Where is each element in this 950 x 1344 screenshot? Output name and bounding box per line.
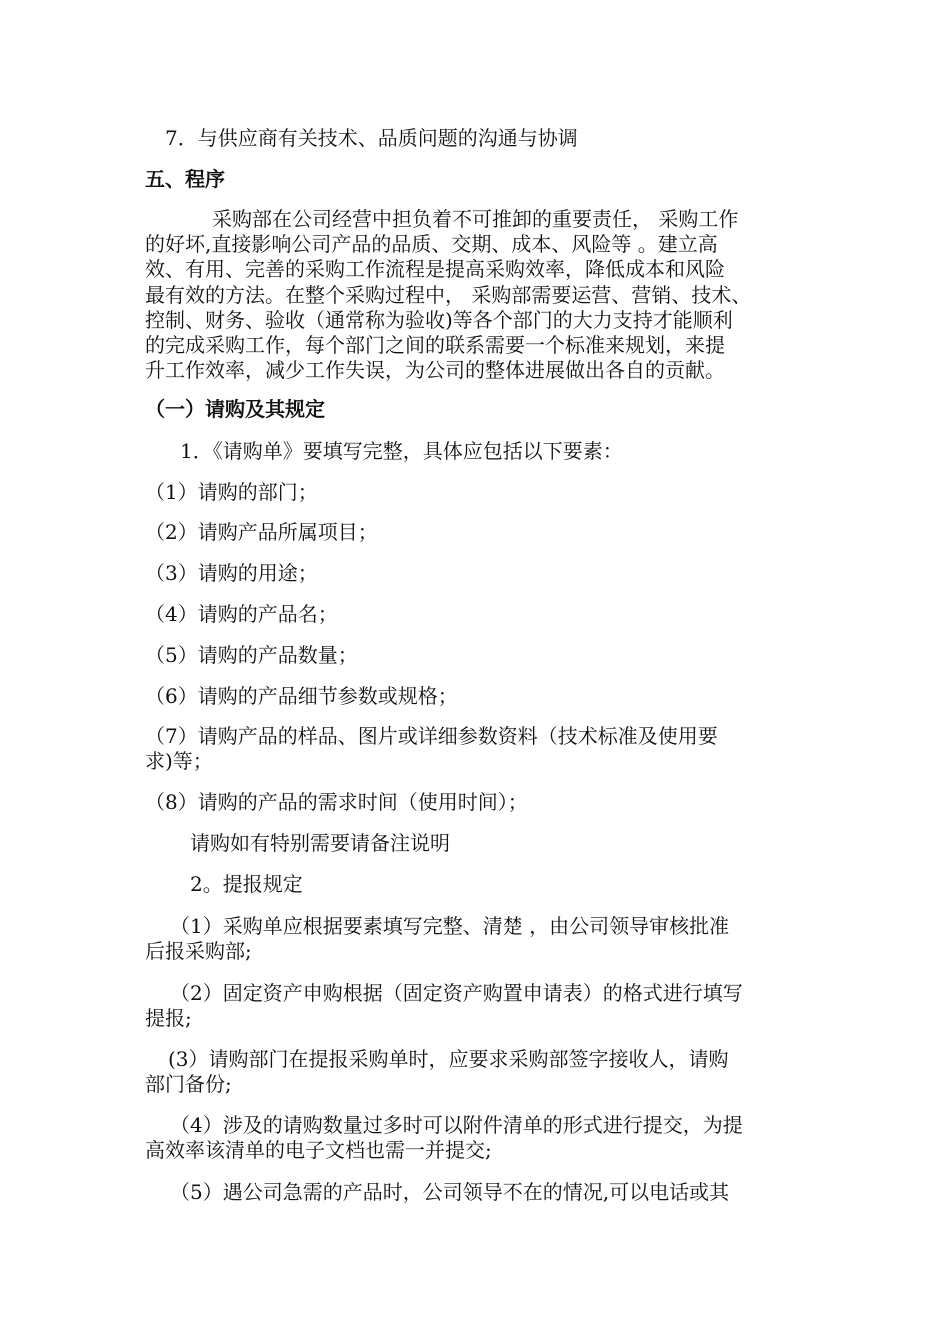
- item-1: 1．《请购单》要填写完整，具体应包括以下要素：: [180, 439, 623, 463]
- paragraph-line-3: 效、有用、完善的采购工作流程是提高采购效率，降低成本和风险: [145, 257, 725, 281]
- rule-3-line-2: 部门备份;: [145, 1072, 232, 1096]
- rule-1-line-2: 后报采购部;: [145, 939, 252, 963]
- paragraph-line-4: 最有效的方法。在整个采购过程中， 采购部需要运营、营销、技术、: [145, 283, 752, 307]
- element-5: （5）请购的产品数量；: [145, 643, 358, 667]
- paragraph-line-6: 的完成采购工作，每个部门之间的联系需要一个标准来规划，来提: [145, 333, 725, 357]
- element-6: （6）请购的产品细节参数或规格；: [145, 684, 458, 708]
- paragraph-line-5: 控制、财务、验收（通常称为验收)等各个部门的大力支持才能顺利: [145, 308, 733, 332]
- item-2: 2。提报规定: [190, 872, 303, 896]
- paragraph-line-7: 升工作效率，减少工作失误，为公司的整体进展做出各自的贡献。: [145, 358, 725, 382]
- element-8: （8）请购的产品的需求时间（使用时间）；: [145, 790, 528, 814]
- rule-3-line-1: (3）请购部门在提报采购单时，应要求采购部签字接收人，请购: [168, 1047, 729, 1071]
- element-7-line-2: 求)等；: [145, 749, 213, 773]
- rule-5-line-1: （5）遇公司急需的产品时，公司领导不在的情况,可以电话或其: [170, 1180, 730, 1204]
- rule-2-line-1: （2）固定资产申购根据（固定资产购置申请表）的格式进行填写: [170, 981, 743, 1005]
- subsection-1-title: （一）请购及其规定: [145, 397, 325, 421]
- note-line: 请购如有特别需要请备注说明: [190, 831, 450, 855]
- element-7-line-1: （7）请购产品的样品、图片或详细参数资料（技术标准及使用要: [145, 724, 718, 748]
- rule-4-line-1: （4）涉及的请购数量过多时可以附件清单的形式进行提交，为提: [170, 1113, 743, 1137]
- element-1: （1）请购的部门；: [145, 480, 318, 504]
- element-2: （2）请购产品所属项目；: [145, 520, 378, 544]
- rule-4-line-2: 高效率该清单的电子文档也需一并提交;: [145, 1138, 492, 1162]
- paragraph-line-1: 采购部在公司经营中担负着不可推卸的重要责任， 采购工作: [212, 207, 739, 231]
- item-7: 7．与供应商有关技术、品质问题的沟通与协调: [165, 126, 578, 150]
- rule-1-line-1: （1）采购单应根据要素填写完整、清楚 ，由公司领导审核批准: [170, 914, 730, 938]
- section-5-title: 五、程序: [145, 167, 225, 191]
- rule-2-line-2: 提报;: [145, 1006, 192, 1030]
- element-4: （4）请购的产品名；: [145, 602, 338, 626]
- element-3: （3）请购的用途；: [145, 561, 318, 585]
- paragraph-line-2: 的好坏,直接影响公司产品的品质、交期、成本、风险等 。建立高: [145, 232, 718, 256]
